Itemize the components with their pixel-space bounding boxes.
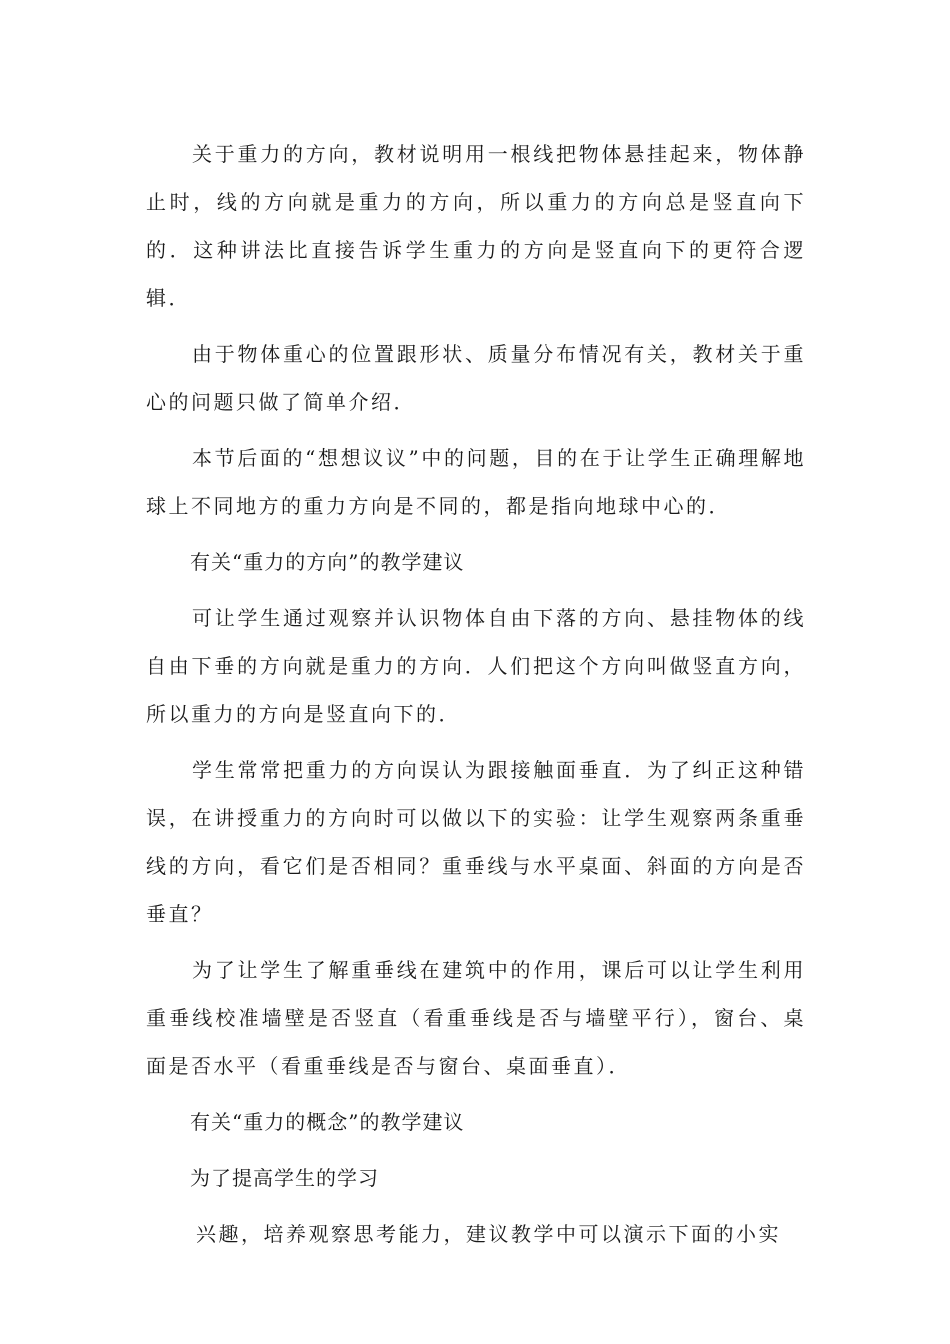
paragraph-gravity-direction-textbook: 关于重力的方向，教材说明用一根线把物体悬挂起来，物体静止时，线的方向就是重力的方向，所以重力的方向总是竖直向下的．这种讲法比直接告诉学生重力的方向是竖直向下的更符合逻辑． bbox=[146, 142, 806, 310]
paragraph-center-of-gravity: 由于物体重心的位置跟形状、质量分布情况有关，教材关于重心的问题只做了简单介绍． bbox=[146, 342, 806, 414]
paragraph-think-discuss: 本节后面的“想想议议”中的问题，目的在于让学生正确理解地球上不同地方的重力方向是不同的，都是指向地球中心的． bbox=[146, 446, 806, 518]
paragraph-improve-learning: 为了提高学生的学习 bbox=[190, 1166, 379, 1190]
paragraph-plumb-line-building: 为了让学生了解重垂线在建筑中的作用，课后可以让学生利用重垂线校准墙壁是否竖直（看重垂线是否与墙壁平行），窗台、桌面是否水平（看重垂线是否与窗台、桌面垂直）． bbox=[146, 958, 806, 1078]
section-heading-gravity-direction: 有关“重力的方向”的教学建议 bbox=[190, 550, 465, 574]
paragraph-interest-demo: 兴趣，培养观察思考能力，建议教学中可以演示下面的小实 bbox=[196, 1222, 781, 1246]
paragraph-common-misconception: 学生常常把重力的方向误认为跟接触面垂直．为了纠正这种错误，在讲授重力的方向时可以做以下的实验：让学生观察两条重垂线的方向，看它们是否相同？重垂线与水平桌面、斜面的方向是否垂直？ bbox=[146, 758, 806, 926]
section-heading-gravity-concept: 有关“重力的概念”的教学建议 bbox=[190, 1110, 465, 1134]
document-body bbox=[146, 130, 806, 1258]
paragraph-free-fall-observation: 可让学生通过观察并认识物体自由下落的方向、悬挂物体的线自由下垂的方向就是重力的方向．人们把这个方向叫做竖直方向，所以重力的方向是竖直向下的． bbox=[146, 606, 806, 726]
